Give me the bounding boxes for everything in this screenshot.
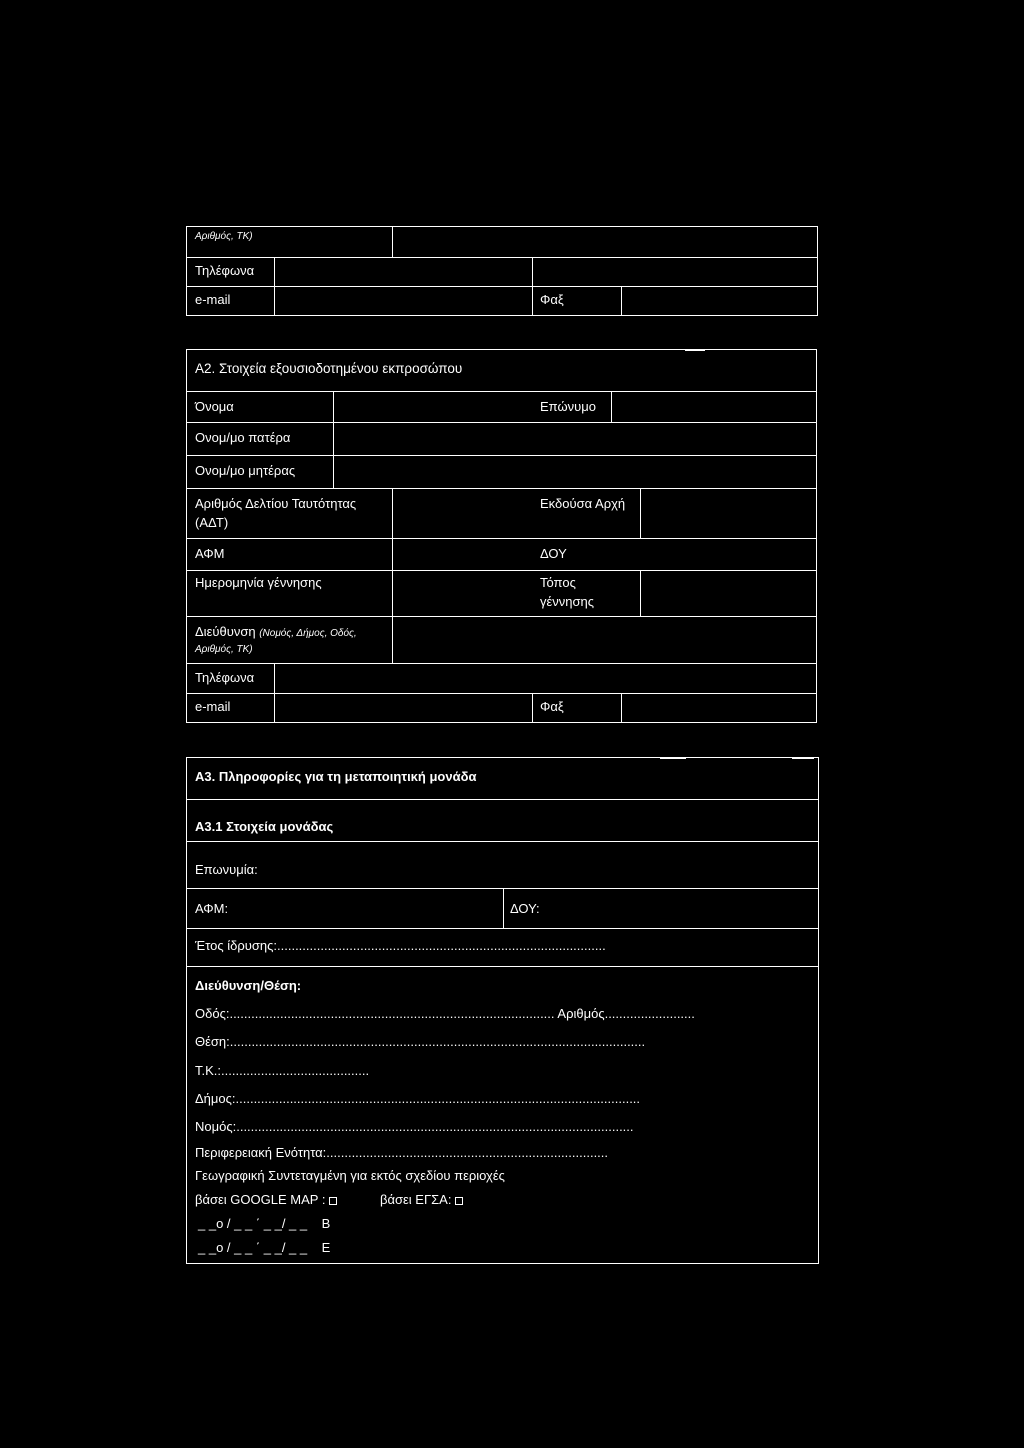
founding-year[interactable]: Έτος ίδρυσης:........................................................................................... <box>195 938 606 953</box>
birth-place-field[interactable] <box>641 571 816 615</box>
col-divider <box>503 888 504 928</box>
email-field[interactable] <box>275 287 531 314</box>
doy-label: ΔΟΥ <box>540 546 567 561</box>
issuing-authority-label: Εκδούσα Αρχή <box>540 496 626 511</box>
phones-field-2[interactable] <box>533 258 816 285</box>
east-letter: Ε <box>321 1240 331 1255</box>
north-letter: Β <box>321 1216 331 1231</box>
afm-field[interactable] <box>237 890 499 926</box>
fax-label: Φαξ <box>540 699 564 714</box>
afm-label: ΑΦΜ <box>195 546 225 561</box>
id-card-label: Αριθμός Δελτίου Ταυτότητας <box>195 496 357 511</box>
company-name-label: Επωνυμία: <box>195 862 258 877</box>
egsa-checkbox[interactable] <box>455 1197 463 1205</box>
mother-name-field[interactable] <box>334 456 816 487</box>
father-name-field[interactable] <box>334 423 816 454</box>
col-divider <box>532 693 533 722</box>
east-coordinate-pattern: _ _ο / _ _ ΄ _ _/ _ _ <box>198 1240 308 1255</box>
row-divider <box>187 928 818 929</box>
municipality-field[interactable]: Δήμος:................................................................................................................ <box>195 1091 641 1106</box>
egsa-option[interactable] <box>380 1192 463 1208</box>
mother-name-label: Ονομ/μο μητέρας <box>195 463 296 478</box>
google-map-checkbox[interactable] <box>329 1197 337 1205</box>
tab-mark <box>685 349 705 351</box>
phones-label: Τηλέφωνα <box>195 670 255 685</box>
position-field[interactable]: Θέση:................................................................................................................... <box>195 1034 646 1049</box>
doy-label: ΔΟΥ: <box>510 901 540 916</box>
surname-field[interactable] <box>612 392 816 421</box>
contact-table-top <box>186 226 818 316</box>
email-label: e-mail <box>195 699 231 714</box>
egsa-label: βάσει ΕΓΣΑ: <box>380 1192 452 1207</box>
address-hint-fragment: Αριθμός, ΤΚ) <box>195 231 253 242</box>
row-divider <box>187 966 818 967</box>
address-hint-2: Αριθμός, ΤΚ) <box>195 644 253 655</box>
phones-label: Τηλέφωνα <box>195 263 255 278</box>
birth-place-label-2: γέννησης <box>540 594 595 609</box>
address-field[interactable] <box>393 617 816 662</box>
google-map-label: βάσει GOOGLE MAP : <box>195 1192 326 1207</box>
a3-1-heading: Α3.1 Στοιχεία μονάδας <box>195 819 334 834</box>
tab-mark <box>792 757 814 759</box>
id-card-field[interactable] <box>393 489 523 537</box>
birth-date-field[interactable] <box>393 571 523 615</box>
postcode-field[interactable]: Τ.Κ.:......................................... <box>195 1063 370 1078</box>
address-label-text: Διεύθυνση <box>195 624 256 639</box>
doy-field[interactable] <box>547 890 815 926</box>
a3-heading: Α3. Πληροφορίες για τη μεταποιητική μονάδα <box>195 769 477 784</box>
east-coordinate[interactable] <box>198 1240 330 1256</box>
north-coordinate[interactable] <box>198 1216 330 1232</box>
company-name-field[interactable] <box>267 848 812 884</box>
north-coordinate-pattern: _ _ο / _ _ ΄ _ _/ _ _ <box>198 1216 308 1231</box>
fax-label: Φαξ <box>540 292 564 307</box>
email-field[interactable] <box>275 694 531 722</box>
address-hint: (Νομός, Δήμος, Οδός, <box>259 628 357 639</box>
row-divider <box>187 799 818 800</box>
first-name-label: Όνομα <box>195 399 234 414</box>
phones-field[interactable] <box>275 258 531 285</box>
a2-representative-table <box>186 349 817 723</box>
afm-label: ΑΦΜ: <box>195 901 229 916</box>
phones-field[interactable] <box>275 664 816 692</box>
address-heading: Διεύθυνση/Θέση: <box>195 978 302 993</box>
email-label: e-mail <box>195 292 231 307</box>
geo-coordinate-note: Γεωγραφική Συντεταγμένη για εκτός σχεδίου περιοχές <box>195 1168 505 1183</box>
father-name-label: Ονομ/μο πατέρα <box>195 430 291 445</box>
fax-field[interactable] <box>622 694 816 722</box>
surname-label: Επώνυμο <box>540 399 596 414</box>
a2-heading: Α2. Στοιχεία εξουσιοδοτημένου εκπροσώπου <box>195 361 463 376</box>
regional-unit-field[interactable]: Περιφερειακή Ενότητα:.............................................................................. <box>195 1145 609 1160</box>
first-name-field[interactable] <box>334 392 610 421</box>
tab-mark <box>660 757 686 759</box>
id-card-abbr-label: (ΑΔΤ) <box>195 515 229 530</box>
address-label <box>195 624 357 642</box>
google-map-option[interactable] <box>195 1192 337 1208</box>
street-field[interactable]: Οδός:.......................................................................................... Αριθμός......................... <box>195 1006 695 1021</box>
issuing-authority-field[interactable] <box>641 489 816 537</box>
fax-field[interactable] <box>622 287 816 314</box>
doy-field[interactable] <box>641 539 816 569</box>
prefecture-field[interactable]: Νομός:.............................................................................................................. <box>195 1119 634 1134</box>
birth-place-label: Τόπος <box>540 575 576 590</box>
col-divider <box>392 227 393 257</box>
row-divider <box>187 841 818 842</box>
afm-field[interactable] <box>393 539 523 569</box>
birth-date-label: Ημερομηνία γέννησης <box>195 575 322 590</box>
a3-unit-table <box>186 757 819 1264</box>
